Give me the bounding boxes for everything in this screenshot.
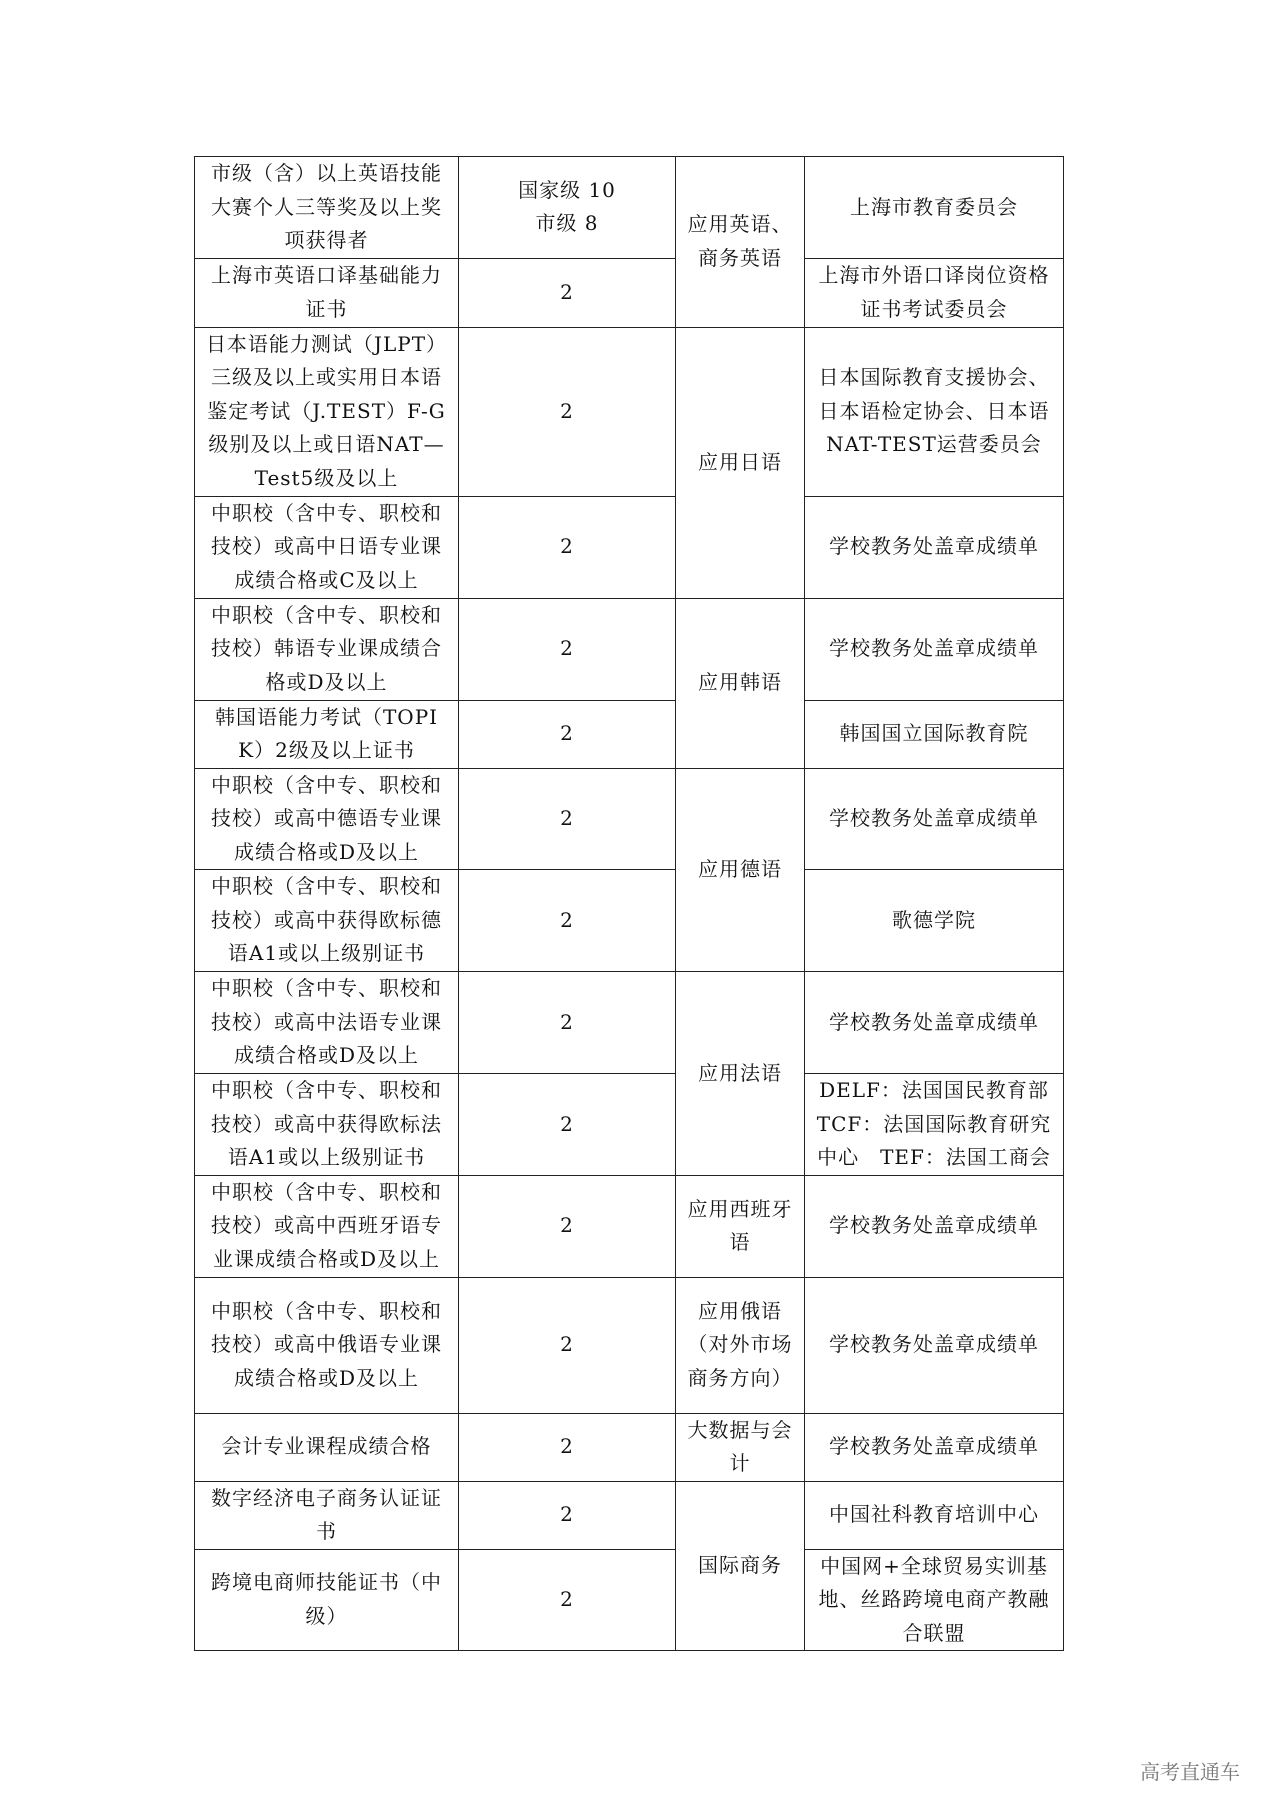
issuing-org-cell: 韩国国立国际教育院 — [805, 700, 1064, 768]
credit-cell: 2 — [459, 1277, 676, 1413]
credit-cell: 2 — [459, 1074, 676, 1176]
major-cell: 应用法语 — [676, 972, 805, 1176]
qualification-cell: 中职校（含中专、职校和技校）韩语专业课成绩合格或D及以上 — [195, 598, 459, 700]
qualification-cell: 中职校（含中专、职校和技校）或高中获得欧标德语A1或以上级别证书 — [195, 870, 459, 972]
table-row — [195, 1549, 1064, 1651]
watermark-footer: 高考直通车 — [1140, 1760, 1240, 1784]
major-cell: 应用德语 — [676, 768, 805, 972]
table-row — [195, 1481, 1064, 1549]
table-row — [195, 1175, 1064, 1277]
qualification-cell: 中职校（含中专、职校和技校）或高中俄语专业课成绩合格或D及以上 — [195, 1277, 459, 1413]
table-row — [195, 258, 1064, 327]
qualification-cell: 市级（含）以上英语技能大赛个人三等奖及以上奖项获得者 — [195, 157, 459, 259]
credit-cell: 2 — [459, 598, 676, 700]
qualification-cell: 中职校（含中专、职校和技校）或高中日语专业课成绩合格或C及以上 — [195, 496, 459, 598]
qualification-cell: 中职校（含中专、职校和技校）或高中德语专业课成绩合格或D及以上 — [195, 768, 459, 870]
qualification-cell: 韩国语能力考试（TOPIK）2级及以上证书 — [195, 700, 459, 768]
credit-cell: 国家级 10 市级 8 — [459, 157, 676, 259]
qualification-cell: 上海市英语口译基础能力证书 — [195, 258, 459, 327]
table-row — [195, 157, 1064, 259]
issuing-org-cell: 学校教务处盖章成绩单 — [805, 1413, 1064, 1481]
credit-cell: 2 — [459, 768, 676, 870]
credit-cell: 2 — [459, 258, 676, 327]
issuing-org-cell: 学校教务处盖章成绩单 — [805, 768, 1064, 870]
credit-cell: 2 — [459, 1481, 676, 1549]
issuing-org-cell: 学校教务处盖章成绩单 — [805, 1277, 1064, 1413]
qualification-cell: 数字经济电子商务认证证书 — [195, 1481, 459, 1549]
credit-cell: 2 — [459, 327, 676, 496]
qualification-cell: 会计专业课程成绩合格 — [195, 1413, 459, 1481]
credit-table — [194, 156, 1064, 1651]
table-row — [195, 870, 1064, 972]
qualification-cell: 日本语能力测试（JLPT）三级及以上或实用日本语鉴定考试（J.TEST）F-G级别及以上或日语NAT—Test5级及以上 — [195, 327, 459, 496]
major-cell: 应用英语、商务英语 — [676, 157, 805, 328]
credit-cell: 2 — [459, 1413, 676, 1481]
table-row — [195, 768, 1064, 870]
table-row — [195, 496, 1064, 598]
major-cell: 国际商务 — [676, 1481, 805, 1651]
issuing-org-cell: 歌德学院 — [805, 870, 1064, 972]
credit-cell: 2 — [459, 870, 676, 972]
table-row — [195, 1074, 1064, 1176]
table-row — [195, 700, 1064, 768]
credit-cell: 2 — [459, 700, 676, 768]
credit-cell: 2 — [459, 496, 676, 598]
table-row — [195, 327, 1064, 496]
credit-cell: 2 — [459, 1175, 676, 1277]
issuing-org-cell: 中国社科教育培训中心 — [805, 1481, 1064, 1549]
major-cell: 应用俄语（对外市场商务方向） — [676, 1277, 805, 1413]
table-row — [195, 1277, 1064, 1413]
issuing-org-cell: 学校教务处盖章成绩单 — [805, 496, 1064, 598]
major-cell: 大数据与会计 — [676, 1413, 805, 1481]
issuing-org-cell: 上海市外语口译岗位资格证书考试委员会 — [805, 258, 1064, 327]
major-cell: 应用日语 — [676, 327, 805, 598]
major-cell: 应用西班牙语 — [676, 1175, 805, 1277]
issuing-org-cell: 学校教务处盖章成绩单 — [805, 972, 1064, 1074]
issuing-org-cell: 上海市教育委员会 — [805, 157, 1064, 259]
issuing-org-cell: 日本国际教育支援协会、日本语检定协会、日本语NAT-TEST运营委员会 — [805, 327, 1064, 496]
table-row — [195, 598, 1064, 700]
qualification-cell: 中职校（含中专、职校和技校）或高中获得欧标法语A1或以上级别证书 — [195, 1074, 459, 1176]
table-row — [195, 1413, 1064, 1481]
qualification-cell: 跨境电商师技能证书（中级） — [195, 1549, 459, 1651]
issuing-org-cell: 中国网+全球贸易实训基地、丝路跨境电商产教融合联盟 — [805, 1549, 1064, 1651]
qualification-cell: 中职校（含中专、职校和技校）或高中西班牙语专业课成绩合格或D及以上 — [195, 1175, 459, 1277]
qualification-cell: 中职校（含中专、职校和技校）或高中法语专业课成绩合格或D及以上 — [195, 972, 459, 1074]
issuing-org-cell: 学校教务处盖章成绩单 — [805, 1175, 1064, 1277]
credit-cell: 2 — [459, 972, 676, 1074]
table-row — [195, 972, 1064, 1074]
major-cell: 应用韩语 — [676, 598, 805, 768]
issuing-org-cell: 学校教务处盖章成绩单 — [805, 598, 1064, 700]
credit-cell: 2 — [459, 1549, 676, 1651]
issuing-org-cell: DELF：法国国民教育部 TCF：法国国际教育研究中心 TEF：法国工商会 — [805, 1074, 1064, 1176]
